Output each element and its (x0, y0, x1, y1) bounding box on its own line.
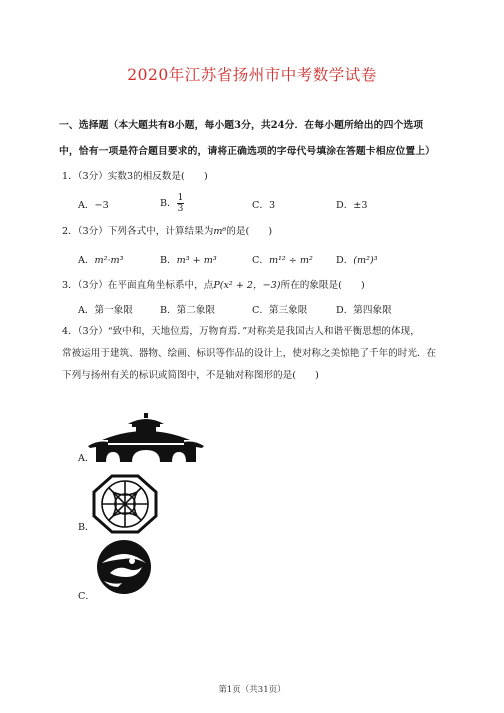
q2-option-d (336, 254, 378, 268)
q3-option-b: B．第二象限 (160, 305, 216, 316)
section-heading-line1: 一、选择题（本大题共有8小题，每小题3分，共24分．在每小题所给出的四个选项 (59, 120, 424, 131)
q3-option-d: D．第四象限 (336, 305, 392, 316)
q1-option-c-letter: C． (252, 200, 269, 211)
q2-option-c-value: m¹² ÷ m² (268, 255, 313, 266)
q3-stem-tail: 所在的象限是( ) (280, 280, 365, 291)
q3-stem-text: 3．（3分）在平面直角坐标系中，点 (62, 280, 214, 291)
q1-option-a-value: −3 (94, 200, 109, 211)
q1-option-d (336, 199, 367, 213)
q2-option-c (252, 254, 313, 268)
q1-option-d-letter: D． (336, 200, 354, 211)
q2-stem-tail: 的是( ) (226, 226, 273, 237)
q4-option-a-label: A． (78, 453, 95, 464)
pavilion-image (88, 412, 204, 462)
q3-option-c: C．第三象限 (252, 305, 308, 316)
q3-option-a: A．第一象限 (78, 305, 133, 316)
exam-title: 2020年江苏省扬州市中考数学试卷 (127, 66, 377, 84)
q1-option-b (160, 193, 184, 214)
q1-option-b-letter: B． (160, 198, 177, 209)
q1-option-a-letter: A． (78, 200, 95, 211)
q1-option-b-fraction (177, 193, 185, 214)
question-4-line2: 常被运用于建筑、器物、绘画、标识等作品的设计上，使对称之美惊艳了千年的时光．在 (62, 348, 437, 359)
question-2-stem (62, 225, 272, 239)
q2-option-a-value: m²·m³ (94, 255, 124, 266)
q4-option-c-label: C． (78, 591, 95, 602)
question-4-line1: 4．（3分）“致中和，天地位焉，万物育焉．”对称美是我国古人和谐平衡思想的体现， (62, 326, 420, 337)
q2-option-b-value: m³ + m³ (176, 255, 217, 266)
fraction-denominator: 3 (177, 204, 184, 214)
q2-option-a (78, 254, 123, 268)
q2-option-b (160, 254, 217, 268)
q2-option-b-letter: B． (160, 255, 177, 266)
section-heading-line2: 中，恰有一项是符合题目要求的，请将正确选项的字母代号填涂在答题卡相应位置上） (59, 146, 436, 157)
fraction-numerator: 1 (177, 193, 184, 203)
q1-option-c (252, 199, 275, 213)
q3-stem-math: P(x² + 2，−3) (213, 280, 281, 291)
q1-option-c-value: 3 (268, 200, 276, 211)
question-3-stem (62, 279, 365, 293)
q1-option-a (78, 199, 109, 213)
q2-option-c-letter: C． (252, 255, 269, 266)
question-1-stem: 1．（3分）实数3的相反数是( ) (62, 171, 208, 182)
round-emblem-image (94, 539, 154, 595)
q2-stem-math: m⁶ (213, 226, 227, 237)
q2-stem-text: 2．（3分）下列各式中，计算结果为 (62, 226, 214, 237)
octagon-lattice-image (92, 474, 158, 534)
q2-option-d-letter: D． (336, 255, 354, 266)
q2-option-a-letter: A． (78, 255, 95, 266)
q4-option-b-label: B． (78, 522, 95, 533)
q1-option-d-value: ±3 (353, 200, 368, 211)
question-4-line3: 下列与扬州有关的标识或简图中，不是轴对称图形的是( ) (62, 370, 319, 381)
page-footer: 第1页（共31页） (218, 685, 286, 695)
q2-option-d-value: (m²)³ (353, 255, 378, 266)
